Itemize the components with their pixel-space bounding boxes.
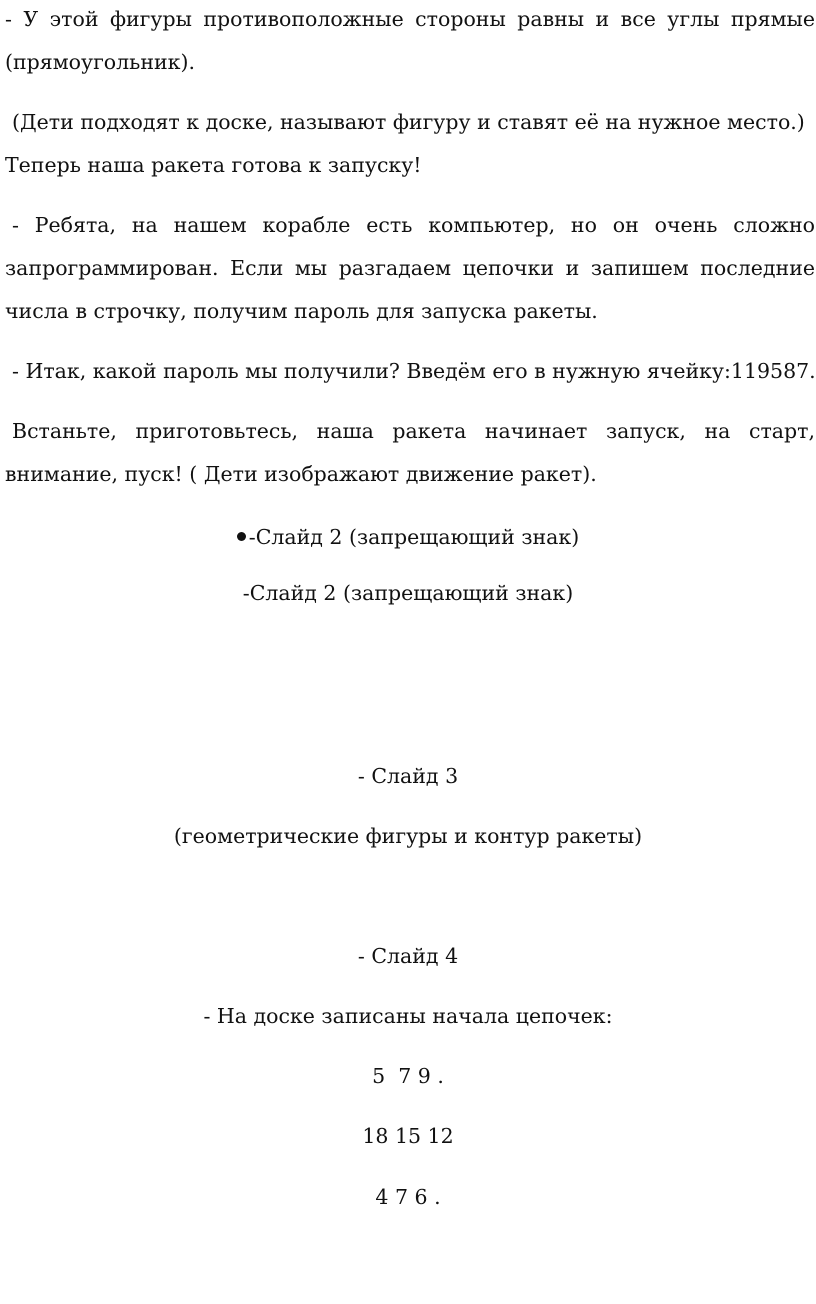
paragraph-line-10: внимание, пуск! ( Дети изображают движение ракет). (5, 462, 597, 486)
slide-3-caption: (геометрические фигуры и контур ракеты) (173, 824, 643, 848)
chains-intro-line: - На доске записаны начала цепочек: (203, 1004, 613, 1028)
paragraph-line-8: - Итак, какой пароль мы получили? Введём его в нужную ячейку:119587. (12, 359, 816, 383)
slide-4-line: - Слайд 4 (357, 944, 459, 968)
chain-row-1: 5 7 9 . (372, 1064, 444, 1088)
paragraph-line-7: числа в строчку, получим пароль для запуска ракеты. (5, 299, 598, 323)
chain-row-2: 18 15 12 (362, 1124, 454, 1148)
paragraph-line-1: - У этой фигуры противоположные стороны равны и все углы прямые (5, 7, 815, 31)
slide-3-line: - Слайд 3 (357, 764, 459, 788)
paragraph-line-6: запрограммирован. Если мы разгадаем цепочки и запишем последние (5, 256, 815, 280)
paragraph-line-5: - Ребята, на нашем корабле есть компьютер, но он очень сложно (12, 213, 815, 237)
bullet-slide-2-line (0, 521, 816, 550)
paragraph-line-9: Встаньте, приготовьтесь, наша ракета начинает запуск, на старт, (12, 419, 815, 443)
chain-row-3: 4 7 6 . (375, 1185, 441, 1209)
paragraph-line-3: (Дети подходят к доске, называют фигуру и ставят её на нужное место.) (12, 110, 805, 134)
paragraph-line-4: Теперь наша ракета готова к запуску! (5, 153, 422, 177)
bullet-dot-icon (237, 532, 246, 541)
slide-2-line: -Слайд 2 (запрещающий знак) (242, 581, 574, 605)
bullet-item (237, 524, 579, 550)
bullet-slide-2-text: -Слайд 2 (запрещающий знак) (248, 524, 580, 549)
paragraph-line-2: (прямоугольник). (5, 50, 195, 74)
